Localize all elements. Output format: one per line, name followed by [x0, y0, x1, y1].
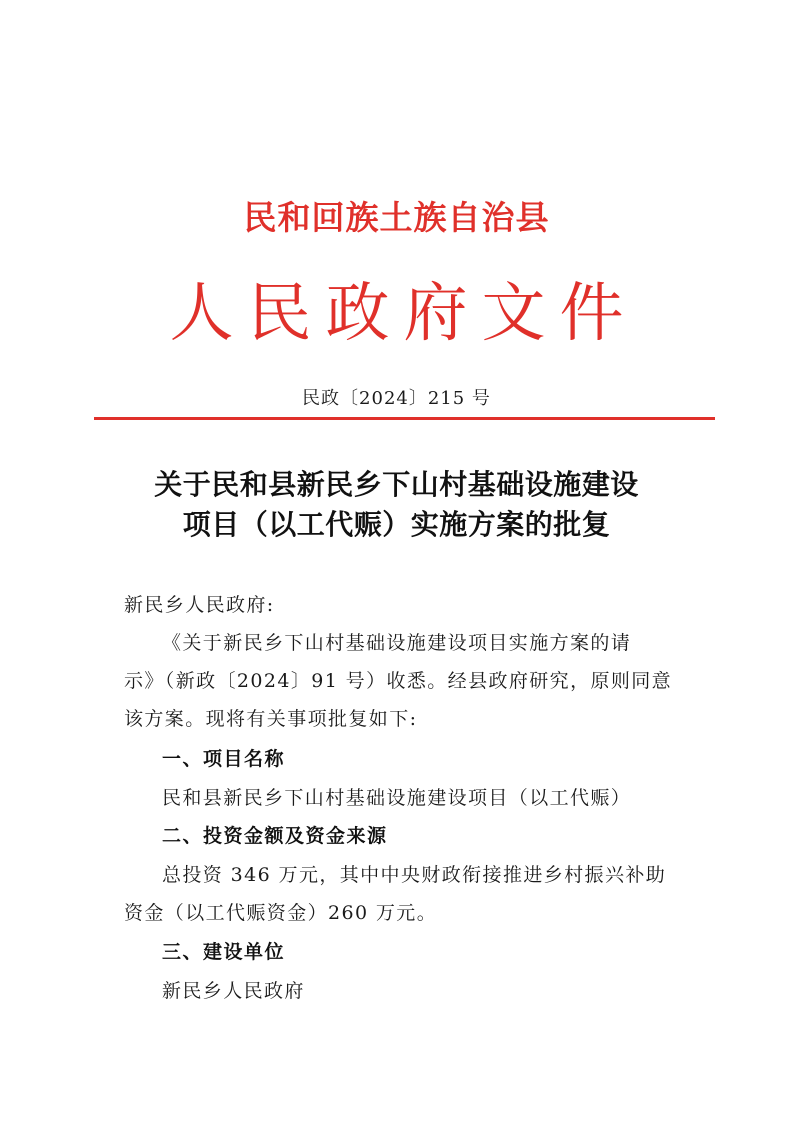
- issuing-county: 民和回族土族自治县: [243, 198, 550, 237]
- section-3-heading: 三、建设单位: [162, 941, 286, 963]
- intro-line-1: 《关于新民乡下山村基础设施建设项目实施方案的请: [162, 632, 632, 654]
- title-line-2: 项目（以工代赈）实施方案的批复: [182, 508, 611, 541]
- intro-line-2: 示》（新政〔2024〕91 号）收悉。经县政府研究，原则同意: [124, 670, 673, 692]
- section-1-heading: 一、项目名称: [162, 748, 286, 770]
- section-2-heading: 二、投资金额及资金来源: [162, 825, 388, 847]
- red-separator-line: [94, 417, 715, 420]
- document-type-heading: 人民政府文件: [169, 277, 638, 351]
- section-2-text-line-2: 资金（以工代赈资金）260 万元。: [124, 902, 438, 924]
- document-title: [0, 465, 793, 545]
- section-3-text: 新民乡人民政府: [162, 980, 305, 1002]
- section-1-text: 民和县新民乡下山村基础设施建设项目（以工代赈）: [162, 787, 632, 809]
- title-line-1: 关于民和县新民乡下山村基础设施建设: [154, 468, 639, 501]
- document-number: 民政〔2024〕215 号: [302, 388, 491, 409]
- intro-line-3: 该方案。现将有关事项批复如下:: [124, 708, 418, 730]
- salutation: 新民乡人民政府:: [124, 594, 275, 616]
- section-2-text-line-1: 总投资 346 万元，其中中央财政衔接推进乡村振兴补助: [162, 864, 667, 886]
